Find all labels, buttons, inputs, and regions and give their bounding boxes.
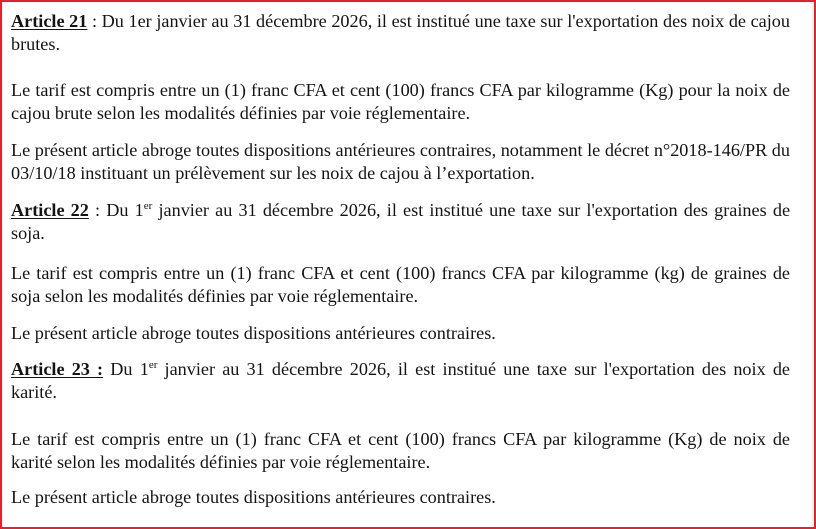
- article-21-day: 1er: [128, 11, 152, 31]
- article-23-superscript: er: [148, 359, 158, 371]
- article-21-rate-paragraph: Le tarif est compris entre un (1) franc CFA et cent (100) francs CFA par kilogramme (Kg) pour la noix de cajou brute selon les modalités définies par voie réglementaire.: [11, 80, 790, 123]
- article-22-label: Article 22: [11, 200, 89, 220]
- article-22-separator: : Du 1: [88, 200, 144, 220]
- article-22-superscript: er: [143, 200, 153, 212]
- article-22-rate-paragraph: Le tarif est compris entre un (1) franc CFA et cent (100) francs CFA par kilogramme (kg) de graines de soja selon les modalités définies par voie réglementaire.: [11, 263, 790, 306]
- article-23-label: Article 23 :: [11, 359, 104, 379]
- article-23-separator: Du 1: [103, 359, 149, 379]
- article-21-separator: : Du: [87, 11, 129, 31]
- article-22-repeal-paragraph: Le présent article abroge toutes dispositions antérieures contraires.: [11, 323, 496, 343]
- scan-shadow-edge: [810, 2, 814, 527]
- article-21-heading-text: janvier au 31 décembre 2026, il est institué une taxe sur l'exportation des noix de cajou brutes.: [11, 11, 790, 54]
- article-22-heading-text: janvier au 31 décembre 2026, il est institué une taxe sur l'exportation des graines de soja.: [11, 200, 791, 243]
- article-23-rate-paragraph: Le tarif est compris entre un (1) franc CFA et cent (100) francs CFA par kilogramme (Kg) de noix de karité selon les modalités définies par voie réglementaire.: [11, 429, 790, 472]
- article-23-repeal-paragraph: Le présent article abroge toutes dispositions antérieures contraires.: [11, 487, 496, 507]
- article-21-heading-paragraph: [11, 10, 790, 56]
- article-23-heading-paragraph: [11, 358, 790, 404]
- article-21-repeal-paragraph: Le présent article abroge toutes dispositions antérieures contraires, notamment le décret n°2018-146/PR du 03/10/18 instituant un prélèvement sur les noix de cajou à l’exportation.: [11, 140, 790, 183]
- article-23-heading-text: janvier au 31 décembre 2026, il est institué une taxe sur l'exportation des noix de karité.: [11, 359, 791, 402]
- article-21-label: Article 21: [11, 11, 88, 31]
- article-22-heading-paragraph: [11, 199, 790, 245]
